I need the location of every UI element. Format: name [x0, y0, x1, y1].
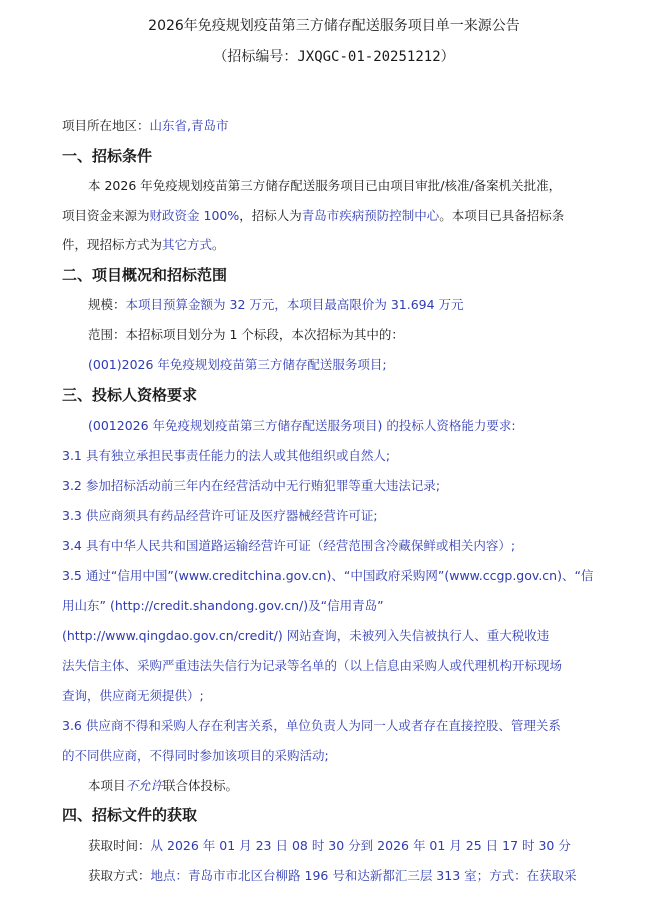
s3-req-3-1: 3.1 具有独立承担民事责任能力的法人或其他组织或自然人;	[62, 448, 391, 463]
tender-code-suffix: ）	[440, 49, 455, 65]
s3-req-3-5-line-2: 用山东” (http://credit.shandong.gov.cn/)及“信用青岛”	[62, 598, 384, 613]
section-1-heading: 一、招标条件	[62, 147, 153, 165]
s3-req-3-4: 3.4 具有中华人民共和国道路运输经营许可证（经营范围含冷藏保鲜或相关内容）;	[62, 538, 516, 553]
s3-req-3-5-line-5: 查询，供应商无须提供）;	[62, 688, 204, 703]
s3-req-3-5-line-3: (http://www.qingdao.gov.cn/credit/) 网站查询，未被列入失信被执行人、重大税收违	[62, 628, 550, 643]
s1-line-3-tail: 。	[212, 237, 225, 252]
s1-line-2-tail: 。本项目已具备招标条	[439, 208, 565, 223]
s1-method-label: 件，现招标方式为	[62, 237, 163, 252]
s3-req-3-3: 3.3 供应商须具有药品经营许可证及医疗器械经营许可证;	[62, 508, 378, 523]
s3-intro: (0012026 年免疫规划疫苗第三方储存配送服务项目) 的投标人资格能力要求:	[88, 418, 516, 433]
tender-code-prefix: （招标编号：	[213, 49, 298, 65]
s1-line-1: 本 2026 年免疫规划疫苗第三方储存配送服务项目已由项目审批/核准/备案机关批准，	[88, 178, 562, 193]
s2-lot: (001)2026 年免疫规划疫苗第三方储存配送服务项目;	[88, 357, 387, 372]
s1-tenderer-value: 青岛市疾病预防控制中心	[301, 208, 440, 223]
s1-method-value: 其它方式	[162, 237, 213, 252]
s4-method-label: 获取方式：	[88, 868, 151, 883]
location-line	[62, 118, 229, 134]
s3-req-3-6-line-2: 的不同供应商，不得同时参加该项目的采购活动;	[62, 748, 329, 763]
s2-scale-value: 本项目预算金额为 32 万元，本项目最高限价为 31.694 万元	[125, 297, 464, 312]
s4-method	[88, 868, 577, 884]
section-3-heading: 三、投标人资格要求	[62, 386, 198, 404]
tender-code: JXQGC-01-20251212	[297, 49, 441, 65]
s3-req-3-2: 3.2 参加招标活动前三年内在经营活动中无行贿犯罪等重大违法记录;	[62, 478, 441, 493]
s2-scale	[88, 297, 464, 313]
section-2-heading: 二、项目概况和招标范围	[62, 266, 228, 284]
s3-req-3-5-line-1: 3.5 通过“信用中国”(www.creditchina.gov.cn)、“中国政府采购网”(www.ccgp.gov.cn)、“信	[62, 568, 594, 583]
s1-line-3	[62, 237, 225, 253]
s1-line-2	[62, 208, 564, 224]
s3-req-3-6-line-1: 3.6 供应商不得和采购人存在利害关系，单位负责人为同一人或者存在直接控股、管理关系	[62, 718, 561, 733]
consortium-value: 不允许	[125, 778, 164, 793]
s1-tenderer-label: ，招标人为	[239, 208, 302, 223]
notice-title: 2026年免疫规划疫苗第三方储存配送服务项目单一来源公告	[148, 18, 520, 34]
location-label: 项目所在地区：	[62, 118, 150, 133]
section-4-heading: 四、招标文件的获取	[62, 806, 198, 824]
tender-code-line	[0, 48, 668, 66]
consortium-prefix: 本项目	[88, 778, 126, 793]
s1-funding-label: 项目资金来源为	[62, 208, 150, 223]
s1-funding-value: 财政资金 100%	[149, 208, 240, 223]
s4-time	[88, 838, 571, 854]
s4-time-value: 从 2026 年 01 月 23 日 08 时 30 分到 2026 年 01 月 25 日 17 时 30 分	[150, 838, 571, 853]
location-value: 山东省,青岛市	[149, 118, 229, 133]
consortium-suffix: 联合体投标。	[163, 778, 239, 793]
s4-method-value: 地点：青岛市市北区台柳路 196 号和达新都汇三层 313 室；方式：在获取采	[150, 868, 577, 883]
s3-consortium	[88, 778, 238, 794]
s2-scope: 范围：本招标项目划分为 1 个标段，本次招标为其中的：	[88, 327, 404, 342]
s4-time-label: 获取时间：	[88, 838, 151, 853]
s3-req-3-5-line-4: 法失信主体、采购严重违法失信行为记录等名单的（以上信息由采购人或代理机构开标现场	[62, 658, 563, 673]
s2-scale-label: 规模：	[88, 297, 126, 312]
